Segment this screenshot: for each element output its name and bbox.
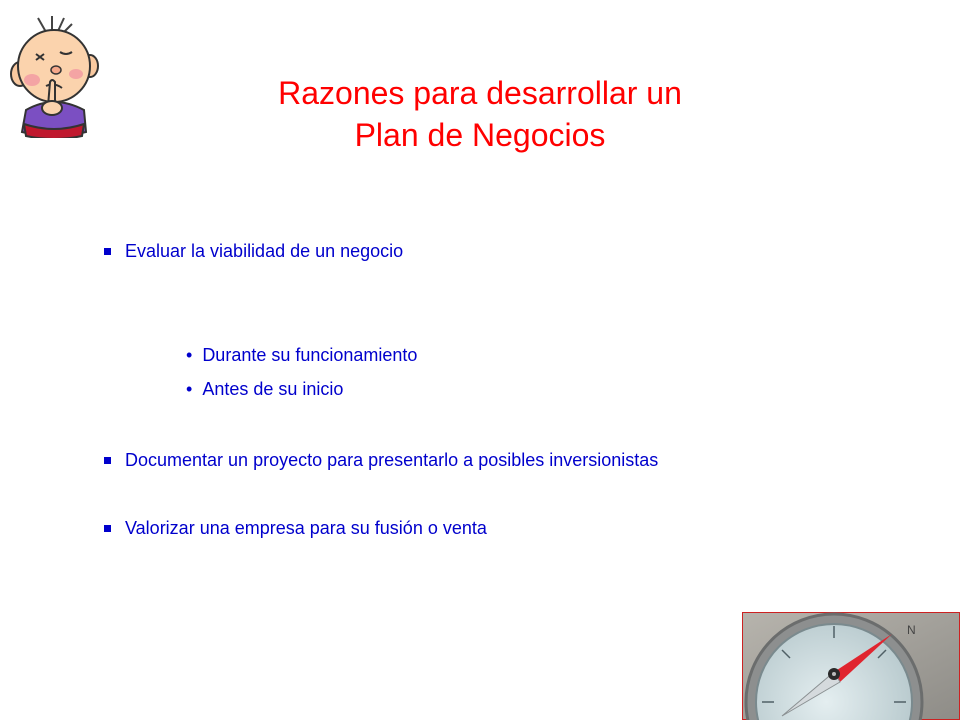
- bullet-text: Evaluar la viabilidad de un negocio: [125, 241, 404, 261]
- bullet-text: Valorizar una empresa para su fusión o venta: [125, 518, 487, 538]
- dot-bullet-icon: •: [186, 379, 193, 399]
- bullet-item: [104, 448, 658, 472]
- svg-text:N: N: [907, 623, 916, 637]
- sub-bullet-text: Durante su funcionamiento: [202, 345, 418, 365]
- bullet-item: [104, 239, 403, 263]
- bullet-text: Documentar un proyecto para presentarlo a posibles inversionistas: [125, 450, 659, 470]
- sub-bullet-item: [186, 343, 417, 367]
- square-bullet-icon: [104, 248, 111, 255]
- sub-bullet-item: [186, 377, 343, 401]
- slide-title: [150, 72, 810, 156]
- square-bullet-icon: [104, 457, 111, 464]
- compass-icon: [742, 612, 960, 720]
- title-line-2: Plan de Negocios: [354, 117, 606, 153]
- sub-bullet-text: Antes de su inicio: [202, 379, 344, 399]
- thinking-boy-cartoon-icon: [6, 14, 102, 138]
- square-bullet-icon: [104, 525, 111, 532]
- title-line-1: Razones para desarrollar un: [278, 75, 682, 111]
- bullet-item: [104, 516, 487, 540]
- dot-bullet-icon: •: [186, 345, 193, 365]
